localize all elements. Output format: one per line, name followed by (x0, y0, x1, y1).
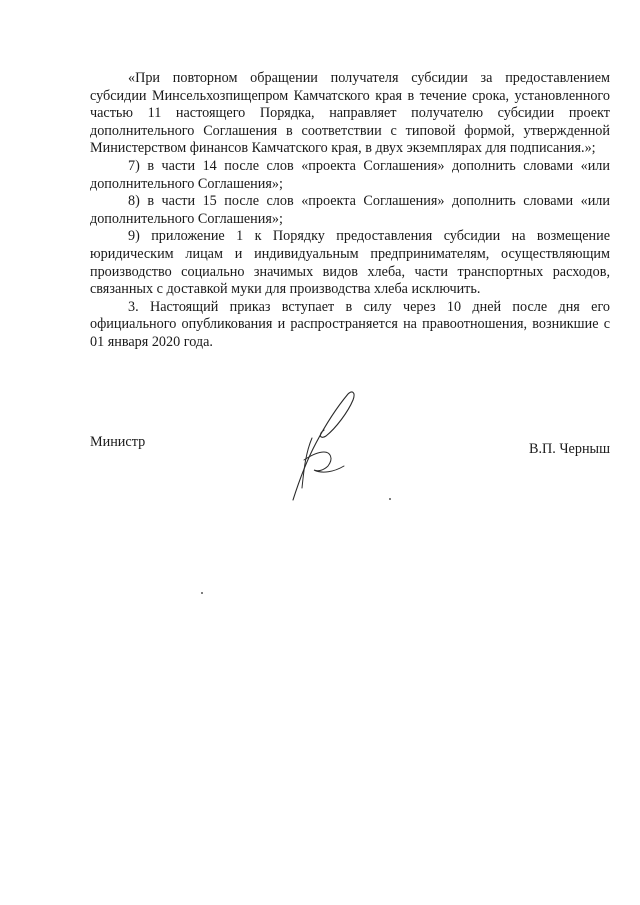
paragraph-item-8: 8) в части 15 после слов «проекта Соглашения» дополнить словами «или дополнительного Соглашения»; (90, 193, 610, 227)
document-body (90, 70, 610, 352)
scan-speck (201, 592, 203, 594)
paragraph-amendment-text: «При повторном обращении получателя субсидии за предоставлением субсидии Минсельхозпищепром Камчатского края в течение срока, установленного частью 11 настоящего Порядка, направляет получателю субсидии проект дополнительного Соглашения в соответствии с типовой формой, утвержденной Министерством финансов Камчатского края, в двух экземплярах для подписания.»; (90, 70, 610, 157)
signer-name: В.П. Черныш (528, 441, 610, 457)
scan-speck (389, 498, 391, 500)
paragraph-item-7: 7) в части 14 после слов «проекта Соглашения» дополнить словами «или дополнительного Соглашения»; (90, 157, 610, 192)
paragraph-item-9: 9) приложение 1 к Порядку предоставления субсидии на возмещение юридическим лицам и индивидуальным предпринимателям, осуществляющим производство социально значимых видов хлеба, части транспортных расходов, связанных с доставкой муки для производства хлеба исключить. (90, 228, 610, 298)
signer-position: Министр (90, 434, 146, 450)
paragraph-clause-3: 3. Настоящий приказ вступает в силу через 10 дней после дня его официального опубликования и распространяется на правоотношения, возникшие с 01 января 2020 года. (90, 298, 610, 350)
handwritten-signature (290, 388, 380, 508)
signature-block (90, 430, 610, 520)
